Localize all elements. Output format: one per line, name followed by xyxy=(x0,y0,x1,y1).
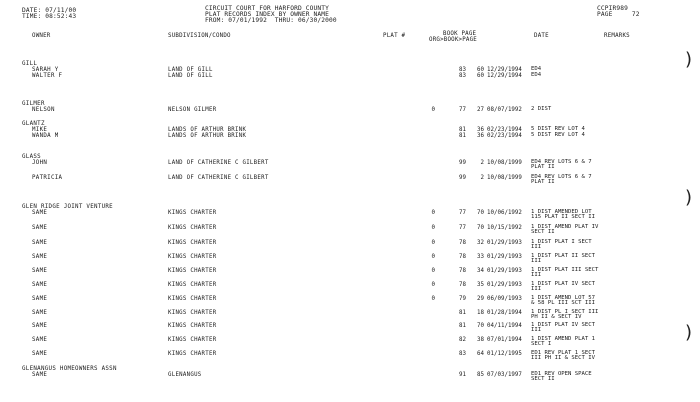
owner-name: SAME xyxy=(32,225,48,231)
page-number-cell: 60 xyxy=(477,73,484,79)
book-number: 77 xyxy=(459,225,466,231)
remarks-line: ED1 REV OPEN SPACE xyxy=(531,371,592,377)
org-indicator: 0 xyxy=(431,210,435,216)
record-date: 10/08/1999 xyxy=(487,160,522,166)
page-number-cell: 64 xyxy=(477,351,484,357)
page-number-cell: 33 xyxy=(477,254,484,260)
page-number-cell: 2 xyxy=(480,160,484,166)
subdivision-name: LAND OF GILL xyxy=(168,67,213,73)
report-time: TIME: 08:52:43 xyxy=(22,13,77,20)
subdivision-name: LAND OF CATHERINE C GILBERT xyxy=(168,175,269,181)
binder-punch-mark: ) xyxy=(684,49,692,70)
record-date: 01/12/1995 xyxy=(487,351,522,357)
remarks-line: 1 DIST PLAT II SECT xyxy=(531,253,595,259)
subdivision-name: KINGS CHARTER xyxy=(168,240,217,246)
report-date: DATE: 07/11/00 xyxy=(22,7,77,14)
subdivision-name: GLENANGUS xyxy=(168,372,202,378)
record-date: 02/23/1994 xyxy=(487,133,522,139)
remarks-line: ED4 xyxy=(531,72,542,78)
remarks-line: SECT II xyxy=(531,229,555,235)
remarks-line: 1 DIST PLAT I SECT xyxy=(531,239,592,245)
remarks-line: PH II & SECT IV xyxy=(531,314,582,320)
org-indicator: 0 xyxy=(431,240,435,246)
book-number: 99 xyxy=(459,175,466,181)
page-number-cell: 36 xyxy=(477,127,484,133)
record-date: 10/06/1992 xyxy=(487,210,522,216)
page-number-cell: 60 xyxy=(477,67,484,73)
page-number: PAGE 72 xyxy=(597,11,640,18)
owner-group-name: GILMER xyxy=(22,101,45,107)
remarks-line: III PH II & SECT IV xyxy=(531,355,595,361)
column-header-subdivision: SUBDIVISION/CONDO xyxy=(168,33,231,39)
remarks-line: III xyxy=(531,272,542,278)
book-number: 78 xyxy=(459,240,466,246)
remarks-line: 1 DIST PLAT IV SECT xyxy=(531,281,595,287)
page-number-cell: 2 xyxy=(480,175,484,181)
owner-name: MIKE xyxy=(32,127,48,133)
owner-name: SAME xyxy=(32,210,48,216)
owner-name: SAME xyxy=(32,282,48,288)
page-number-cell: 35 xyxy=(477,282,484,288)
owner-name: SAME xyxy=(32,337,48,343)
page-number-cell: 70 xyxy=(477,225,484,231)
remarks-line: III xyxy=(531,327,542,333)
report-date-range: FROM: 07/01/1992 THRU: 06/30/2000 xyxy=(205,17,337,24)
record-date: 01/29/1993 xyxy=(487,254,522,260)
book-number: 82 xyxy=(459,337,466,343)
book-number: 79 xyxy=(459,296,466,302)
page-number-cell: 32 xyxy=(477,240,484,246)
subdivision-name: NELSON GILMER xyxy=(168,107,217,113)
book-number: 81 xyxy=(459,310,466,316)
page-number-cell: 38 xyxy=(477,337,484,343)
page-number-cell: 70 xyxy=(477,210,484,216)
remarks-line: ED4 REV LOTS 6 & 7 xyxy=(531,159,592,165)
record-date: 01/28/1994 xyxy=(487,310,522,316)
subdivision-name: KINGS CHARTER xyxy=(168,225,217,231)
book-number: 77 xyxy=(459,107,466,113)
record-date: 10/08/1999 xyxy=(487,175,522,181)
page-number-cell: 29 xyxy=(477,296,484,302)
owner-name: SAME xyxy=(32,323,48,329)
book-number: 78 xyxy=(459,254,466,260)
record-date: 01/29/1993 xyxy=(487,268,522,274)
book-number: 78 xyxy=(459,268,466,274)
owner-name: SAME xyxy=(32,296,48,302)
record-date: 08/07/1992 xyxy=(487,107,522,113)
remarks-line: PLAT II xyxy=(531,179,555,185)
record-date: 01/29/1993 xyxy=(487,282,522,288)
subdivision-name: KINGS CHARTER xyxy=(168,210,217,216)
subdivision-name: KINGS CHARTER xyxy=(168,296,217,302)
book-number: 81 xyxy=(459,127,466,133)
binder-punch-mark: ) xyxy=(684,187,692,208)
subdivision-name: LANDS OF ARTHUR BRINK xyxy=(168,127,247,133)
owner-name: JOHN xyxy=(32,160,48,166)
record-date: 12/29/1994 xyxy=(487,73,522,79)
column-header-plat: PLAT # xyxy=(383,33,406,39)
subdivision-name: KINGS CHARTER xyxy=(168,282,217,288)
owner-name: SAME xyxy=(32,240,48,246)
column-header-remarks: REMARKS xyxy=(604,33,630,39)
book-number: 83 xyxy=(459,67,466,73)
record-date: 02/23/1994 xyxy=(487,127,522,133)
subdivision-name: KINGS CHARTER xyxy=(168,254,217,260)
remarks-line: & 58 PL III SCT III xyxy=(531,300,595,306)
subdivision-name: LAND OF CATHERINE C GILBERT xyxy=(168,160,269,166)
report-title-index: PLAT RECORDS INDEX BY OWNER NAME xyxy=(205,11,330,18)
org-indicator: 0 xyxy=(431,282,435,288)
record-date: 10/15/1992 xyxy=(487,225,522,231)
owner-name: SAME xyxy=(32,310,48,316)
remarks-line: 5 DIST REV LOT 4 xyxy=(531,132,585,138)
owner-name: WALTER F xyxy=(32,73,63,79)
column-header-date: DATE xyxy=(534,33,549,39)
page-number-cell: 85 xyxy=(477,372,484,378)
remarks-line: PLAT II xyxy=(531,164,555,170)
book-number: 99 xyxy=(459,160,466,166)
book-number: 91 xyxy=(459,372,466,378)
owner-name: SAME xyxy=(32,268,48,274)
subdivision-name: LAND OF GILL xyxy=(168,73,213,79)
remarks-line: ED4 xyxy=(531,66,542,72)
subdivision-name: KINGS CHARTER xyxy=(168,268,217,274)
record-date: 12/29/1994 xyxy=(487,67,522,73)
remarks-line: ED1 REV PLAT 1 SECT xyxy=(531,350,595,356)
owner-group-name: GILL xyxy=(22,61,38,67)
remarks-line: 2 DIST xyxy=(531,106,552,112)
owner-name: SARAH Y xyxy=(32,67,59,73)
column-header-org-book-page: ORG>BOOK>PAGE xyxy=(429,37,477,43)
org-indicator: 0 xyxy=(431,225,435,231)
book-number: 77 xyxy=(459,210,466,216)
remarks-line: 1 DIST PL I SECT III xyxy=(531,309,599,315)
record-date: 07/01/1994 xyxy=(487,337,522,343)
page-number-cell: 34 xyxy=(477,268,484,274)
book-number: 83 xyxy=(459,351,466,357)
owner-name: SAME xyxy=(32,351,48,357)
book-number: 78 xyxy=(459,282,466,288)
remarks-line: SECT II xyxy=(531,376,555,382)
owner-name: SAME xyxy=(32,254,48,260)
subdivision-name: KINGS CHARTER xyxy=(168,323,217,329)
subdivision-name: KINGS CHARTER xyxy=(168,351,217,357)
remarks-line: 1 DIST PLAT III SECT xyxy=(531,267,599,273)
owner-name: PATRICIA xyxy=(32,175,63,181)
owner-group-name: GLEN RIDGE JOINT VENTURE xyxy=(22,204,113,210)
binder-punch-mark: ) xyxy=(684,322,692,343)
record-date: 04/11/1994 xyxy=(487,323,522,329)
owner-name: NELSON xyxy=(32,107,55,113)
remarks-line: 1 DIST AMENDED LOT xyxy=(531,209,592,215)
remarks-line: 5 DIST REV LOT 4 xyxy=(531,126,585,132)
remarks-line: 1 DIST AMEND PLAT IV xyxy=(531,224,599,230)
remarks-line: 1 DIST AMEND PLAT 1 xyxy=(531,336,595,342)
remarks-line: III xyxy=(531,244,542,250)
remarks-line: ED4 REV LOTS 6 & 7 xyxy=(531,174,592,180)
owner-group-name: GLASS xyxy=(22,154,41,160)
owner-name: SAME xyxy=(32,372,48,378)
remarks-line: III xyxy=(531,258,542,264)
report-id: CCPIR989 xyxy=(597,5,629,12)
page-number-cell: 18 xyxy=(477,310,484,316)
org-indicator: 0 xyxy=(431,107,435,113)
report-title-court: CIRCUIT COURT FOR HARFORD COUNTY xyxy=(205,5,330,12)
remarks-line: III xyxy=(531,286,542,292)
page-number-cell: 36 xyxy=(477,133,484,139)
org-indicator: 0 xyxy=(431,268,435,274)
page-number-cell: 27 xyxy=(477,107,484,113)
org-indicator: 0 xyxy=(431,254,435,260)
record-date: 01/29/1993 xyxy=(487,240,522,246)
subdivision-name: KINGS CHARTER xyxy=(168,310,217,316)
book-number: 81 xyxy=(459,133,466,139)
book-number: 83 xyxy=(459,73,466,79)
column-header-book-page: BOOK PAGE xyxy=(443,31,477,37)
owner-group-name: GLANTZ xyxy=(22,121,45,127)
remarks-line: 1 DIST AMEND LOT 57 xyxy=(531,295,595,301)
remarks-line: SECT I xyxy=(531,341,552,347)
page-number-cell: 70 xyxy=(477,323,484,329)
remarks-line: 115 PLAT II SECT II xyxy=(531,214,595,220)
subdivision-name: LANDS OF ARTHUR BRINK xyxy=(168,133,247,139)
remarks-line: 1 DIST PLAT IV SECT xyxy=(531,322,595,328)
book-number: 81 xyxy=(459,323,466,329)
column-header-owner: OWNER xyxy=(32,33,51,39)
subdivision-name: KINGS CHARTER xyxy=(168,337,217,343)
org-indicator: 0 xyxy=(431,296,435,302)
owner-name: WANDA M xyxy=(32,133,59,139)
owner-group-name: GLENANGUS HOMEOWNERS ASSN xyxy=(22,366,117,372)
record-date: 07/03/1997 xyxy=(487,372,522,378)
record-date: 06/09/1993 xyxy=(487,296,522,302)
